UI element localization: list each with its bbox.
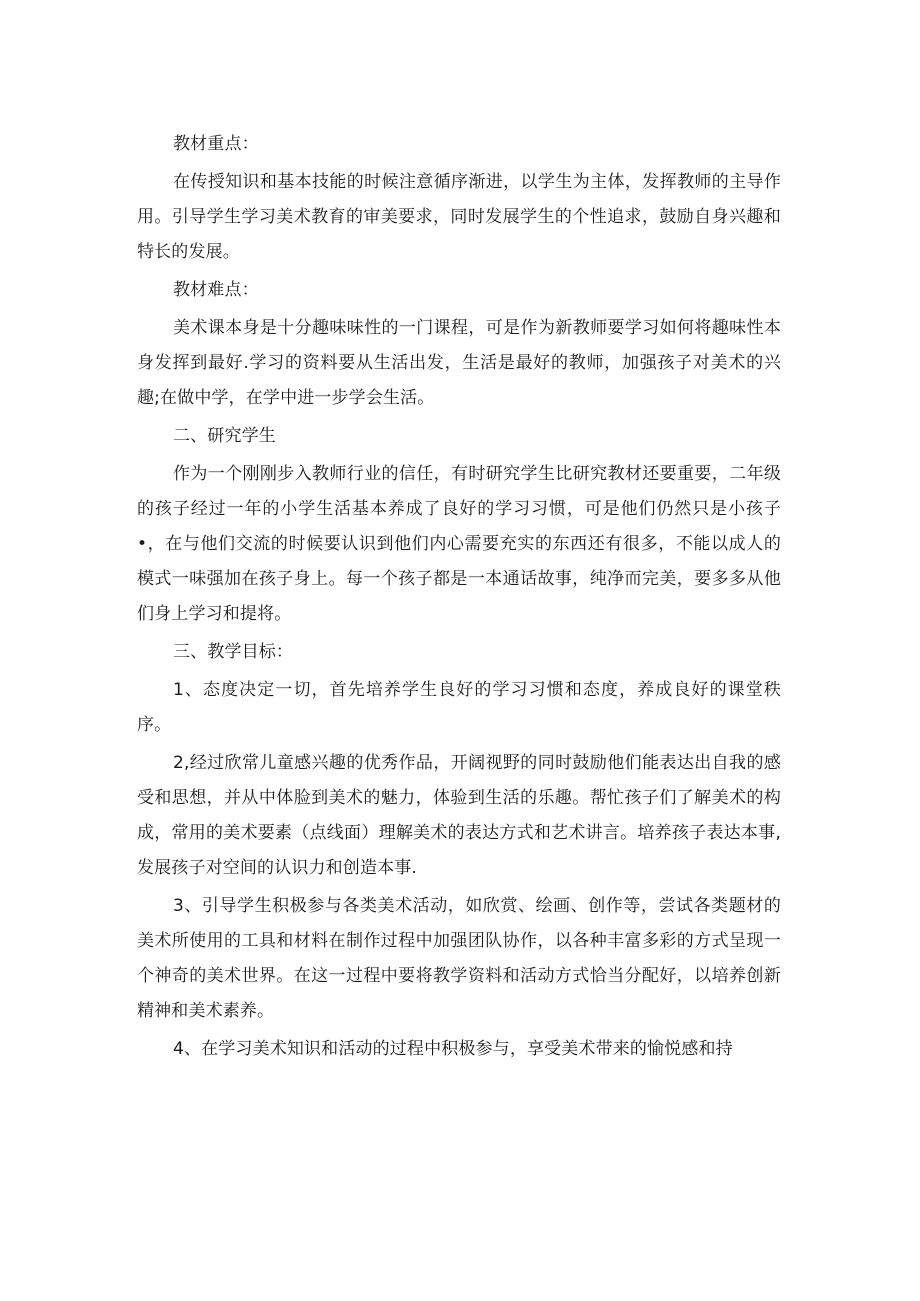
- heading-teaching-goals: 三、教学目标：: [173, 642, 294, 662]
- heading-textbook-difficulties: 教材难点：: [173, 280, 259, 300]
- goal-item-2: 2,经过欣常儿童感兴趣的优秀作品，开阔视野的同时鼓励他们能表达出自我的感受和思想，并从中体脸到美术的魅力，体验到生活的乐趣。帮忙孩子们了解美术的构成，常用的美术要素（点线面）理解美术的表达方式和艺术讲言。培养孩子表达本事,发展孩子对空间的认识力和创造本事.: [137, 753, 781, 878]
- goal-item-4: 4、在学习美术知识和活动的过程中积极参与，享受美术带来的愉悦感和持: [173, 1039, 733, 1059]
- heading-study-students: 二、研究学生: [173, 426, 276, 446]
- goal-item-3: 3、引导学生积极参与各类美术活动，如欣赏、绘画、创作等，尝试各类题材的美术所使用的工具和材料在制作过程中加强团队协作，以各种丰富多彩的方式呈现一个神奇的美术世界。在这一过程中要将教学资料和活动方式恰当分配好，以培养创新精神和美术素养。: [137, 896, 781, 1021]
- goal-item-1: 1、态度决定一切，首先培养学生良好的学习习惯和态度，养成良好的课堂秩序。: [137, 680, 781, 735]
- heading-textbook-key-points: 教材重点：: [173, 134, 259, 154]
- document-page: [137, 127, 781, 1067]
- paragraph-difficulties: 美术课本身是十分趣味味性的一门课程，可是作为新教师要学习如何将趣味性本身发挥到最好.学习的资料要从生活出发，生活是最好的教师，加强孩子对美术的兴趣;在做中学，在学中进一步学会生活。: [137, 318, 781, 408]
- paragraph-study-students: 作为一个刚刚步入教师行业的信任，有时研究学生比研究教材还要重要，二年级的孩子经过一年的小学生活基本养成了良好的学习习惯，可是他们仍然只是小孩子•，在与他们交流的时候要认识到他们内心需要充实的东西还有很多，不能以成人的模式一味强加在孩子身上。每一个孩子都是一本通话故事，纯净而完美，要多多从他们身上学习和提将。: [137, 464, 781, 624]
- paragraph-key-points: 在传授知识和基本技能的时候注意循序渐进，以学生为主体，发挥教师的主导作用。引导学生学习美术教育的审美要求，同时发展学生的个性追求，鼓励自身兴趣和特长的发展。: [137, 172, 781, 262]
